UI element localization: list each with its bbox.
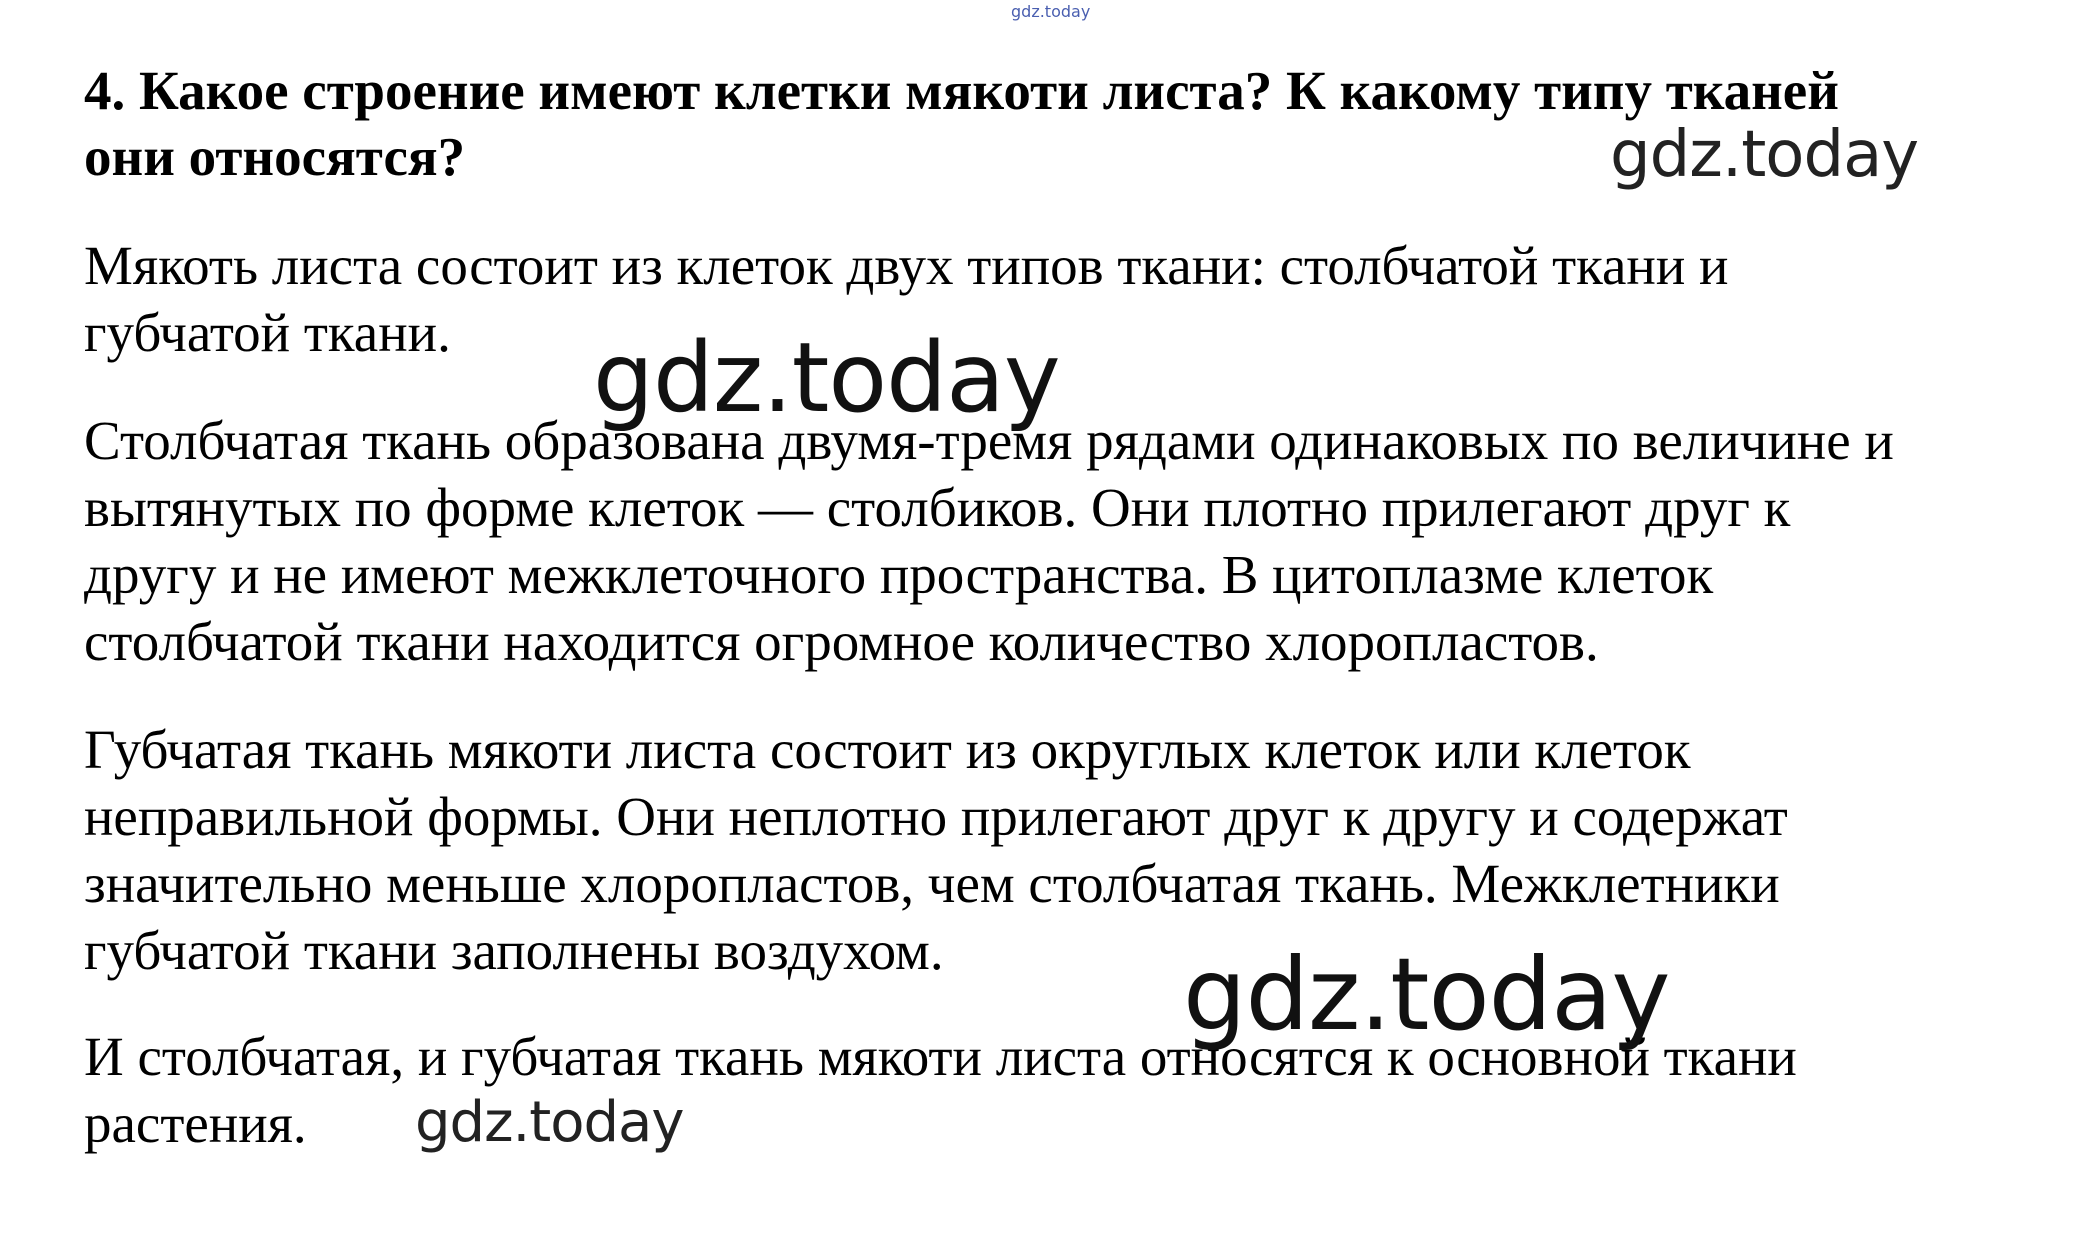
answer-paragraph-3 xyxy=(84,716,2064,984)
paragraph-line: Губчатая ткань мякоти листа состоит из округлых клеток или клеток xyxy=(84,719,1691,780)
paragraph-line: губчатой ткани заполнены воздухом. xyxy=(84,920,944,981)
watermark-top: gdz.today xyxy=(1011,2,1091,21)
watermark-large: gdz.today xyxy=(1610,118,1919,192)
watermark-large: gdz.today xyxy=(1183,936,1670,1053)
watermark-large: gdz.today xyxy=(593,322,1060,434)
paragraph-line: вытянутых по форме клеток — столбиков. Они плотно прилегают друг к xyxy=(84,477,1791,538)
paragraph-line: другу и не имеют межклеточного пространства. В цитоплазме клеток xyxy=(84,544,1714,605)
paragraph-line: растения. xyxy=(84,1093,307,1154)
paragraph-line: столбчатой ткани находится огромное количество хлоропластов. xyxy=(84,611,1599,672)
answer-paragraph-4 xyxy=(84,1023,2064,1157)
paragraph-line: неправильной формы. Они неплотно прилегают друг к другу и содержат xyxy=(84,786,1788,847)
paragraph-line: Столбчатая ткань образована двумя-тремя рядами одинаковых по величине и xyxy=(84,410,1894,471)
answer-paragraph-1 xyxy=(84,232,2064,366)
answer-paragraph-2 xyxy=(84,407,2064,675)
question-line: они относятся? xyxy=(84,126,466,187)
paragraph-line: значительно меньше хлоропластов, чем столбчатая ткань. Межклетники xyxy=(84,853,1780,914)
watermark-small: gdz.today xyxy=(415,1090,684,1155)
paragraph-line: Мякоть листа состоит из клеток двух типов ткани: столбчатой ткани и xyxy=(84,235,1729,296)
paragraph-line: губчатой ткани. xyxy=(84,302,451,363)
question-line: 4. Какое строение имеют клетки мякоти листа? К какому типу тканей xyxy=(84,60,1839,121)
paragraph-line: И столбчатая, и губчатая ткань мякоти листа относятся к основной ткани xyxy=(84,1026,1797,1087)
